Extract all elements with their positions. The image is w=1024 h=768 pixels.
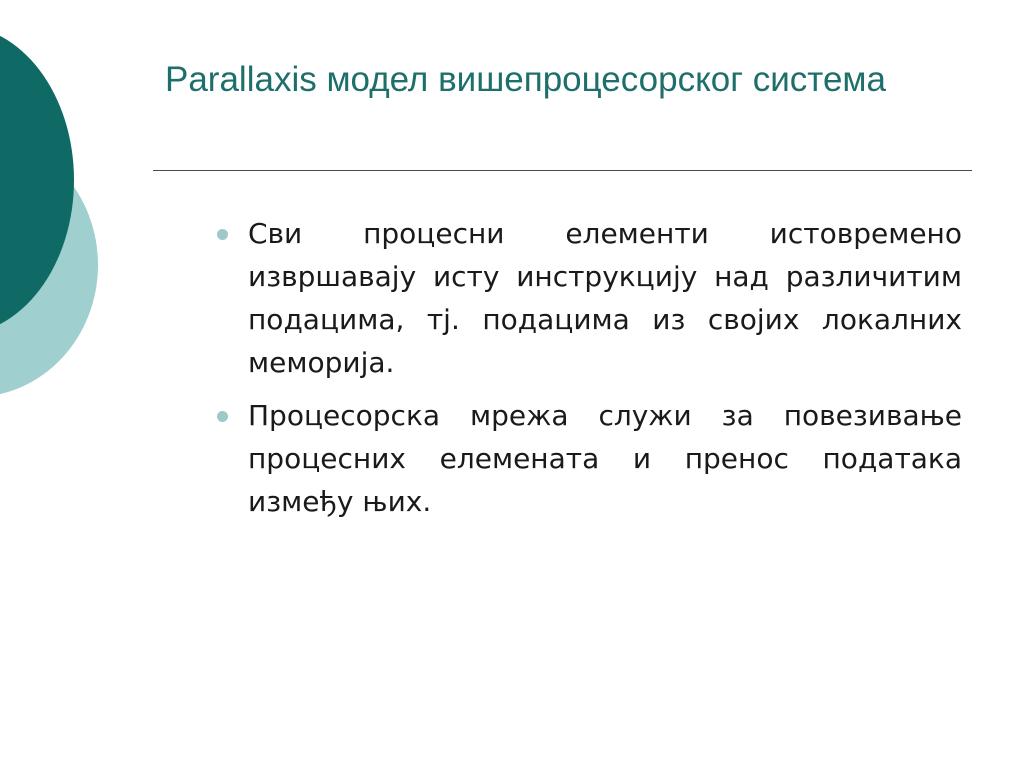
- slide-title: Parallaxis модел вишепроцесорског система: [165, 60, 886, 99]
- bullet-item: [216, 212, 962, 384]
- bullet-dot-icon: [217, 411, 228, 422]
- bullet-text: Сви процесни елементи истовремено извршавају исту инструкцију над различитим подацима, тј. подацима из својих локалних меморија.: [248, 217, 962, 379]
- bullet-text: Процесорска мрежа служи за повезивање процесних елемената и пренос података између њих.: [248, 399, 962, 518]
- title-divider: [153, 170, 972, 171]
- bullet-item: [216, 394, 962, 523]
- bullet-dot-icon: [217, 229, 228, 240]
- bullet-list: [216, 212, 962, 533]
